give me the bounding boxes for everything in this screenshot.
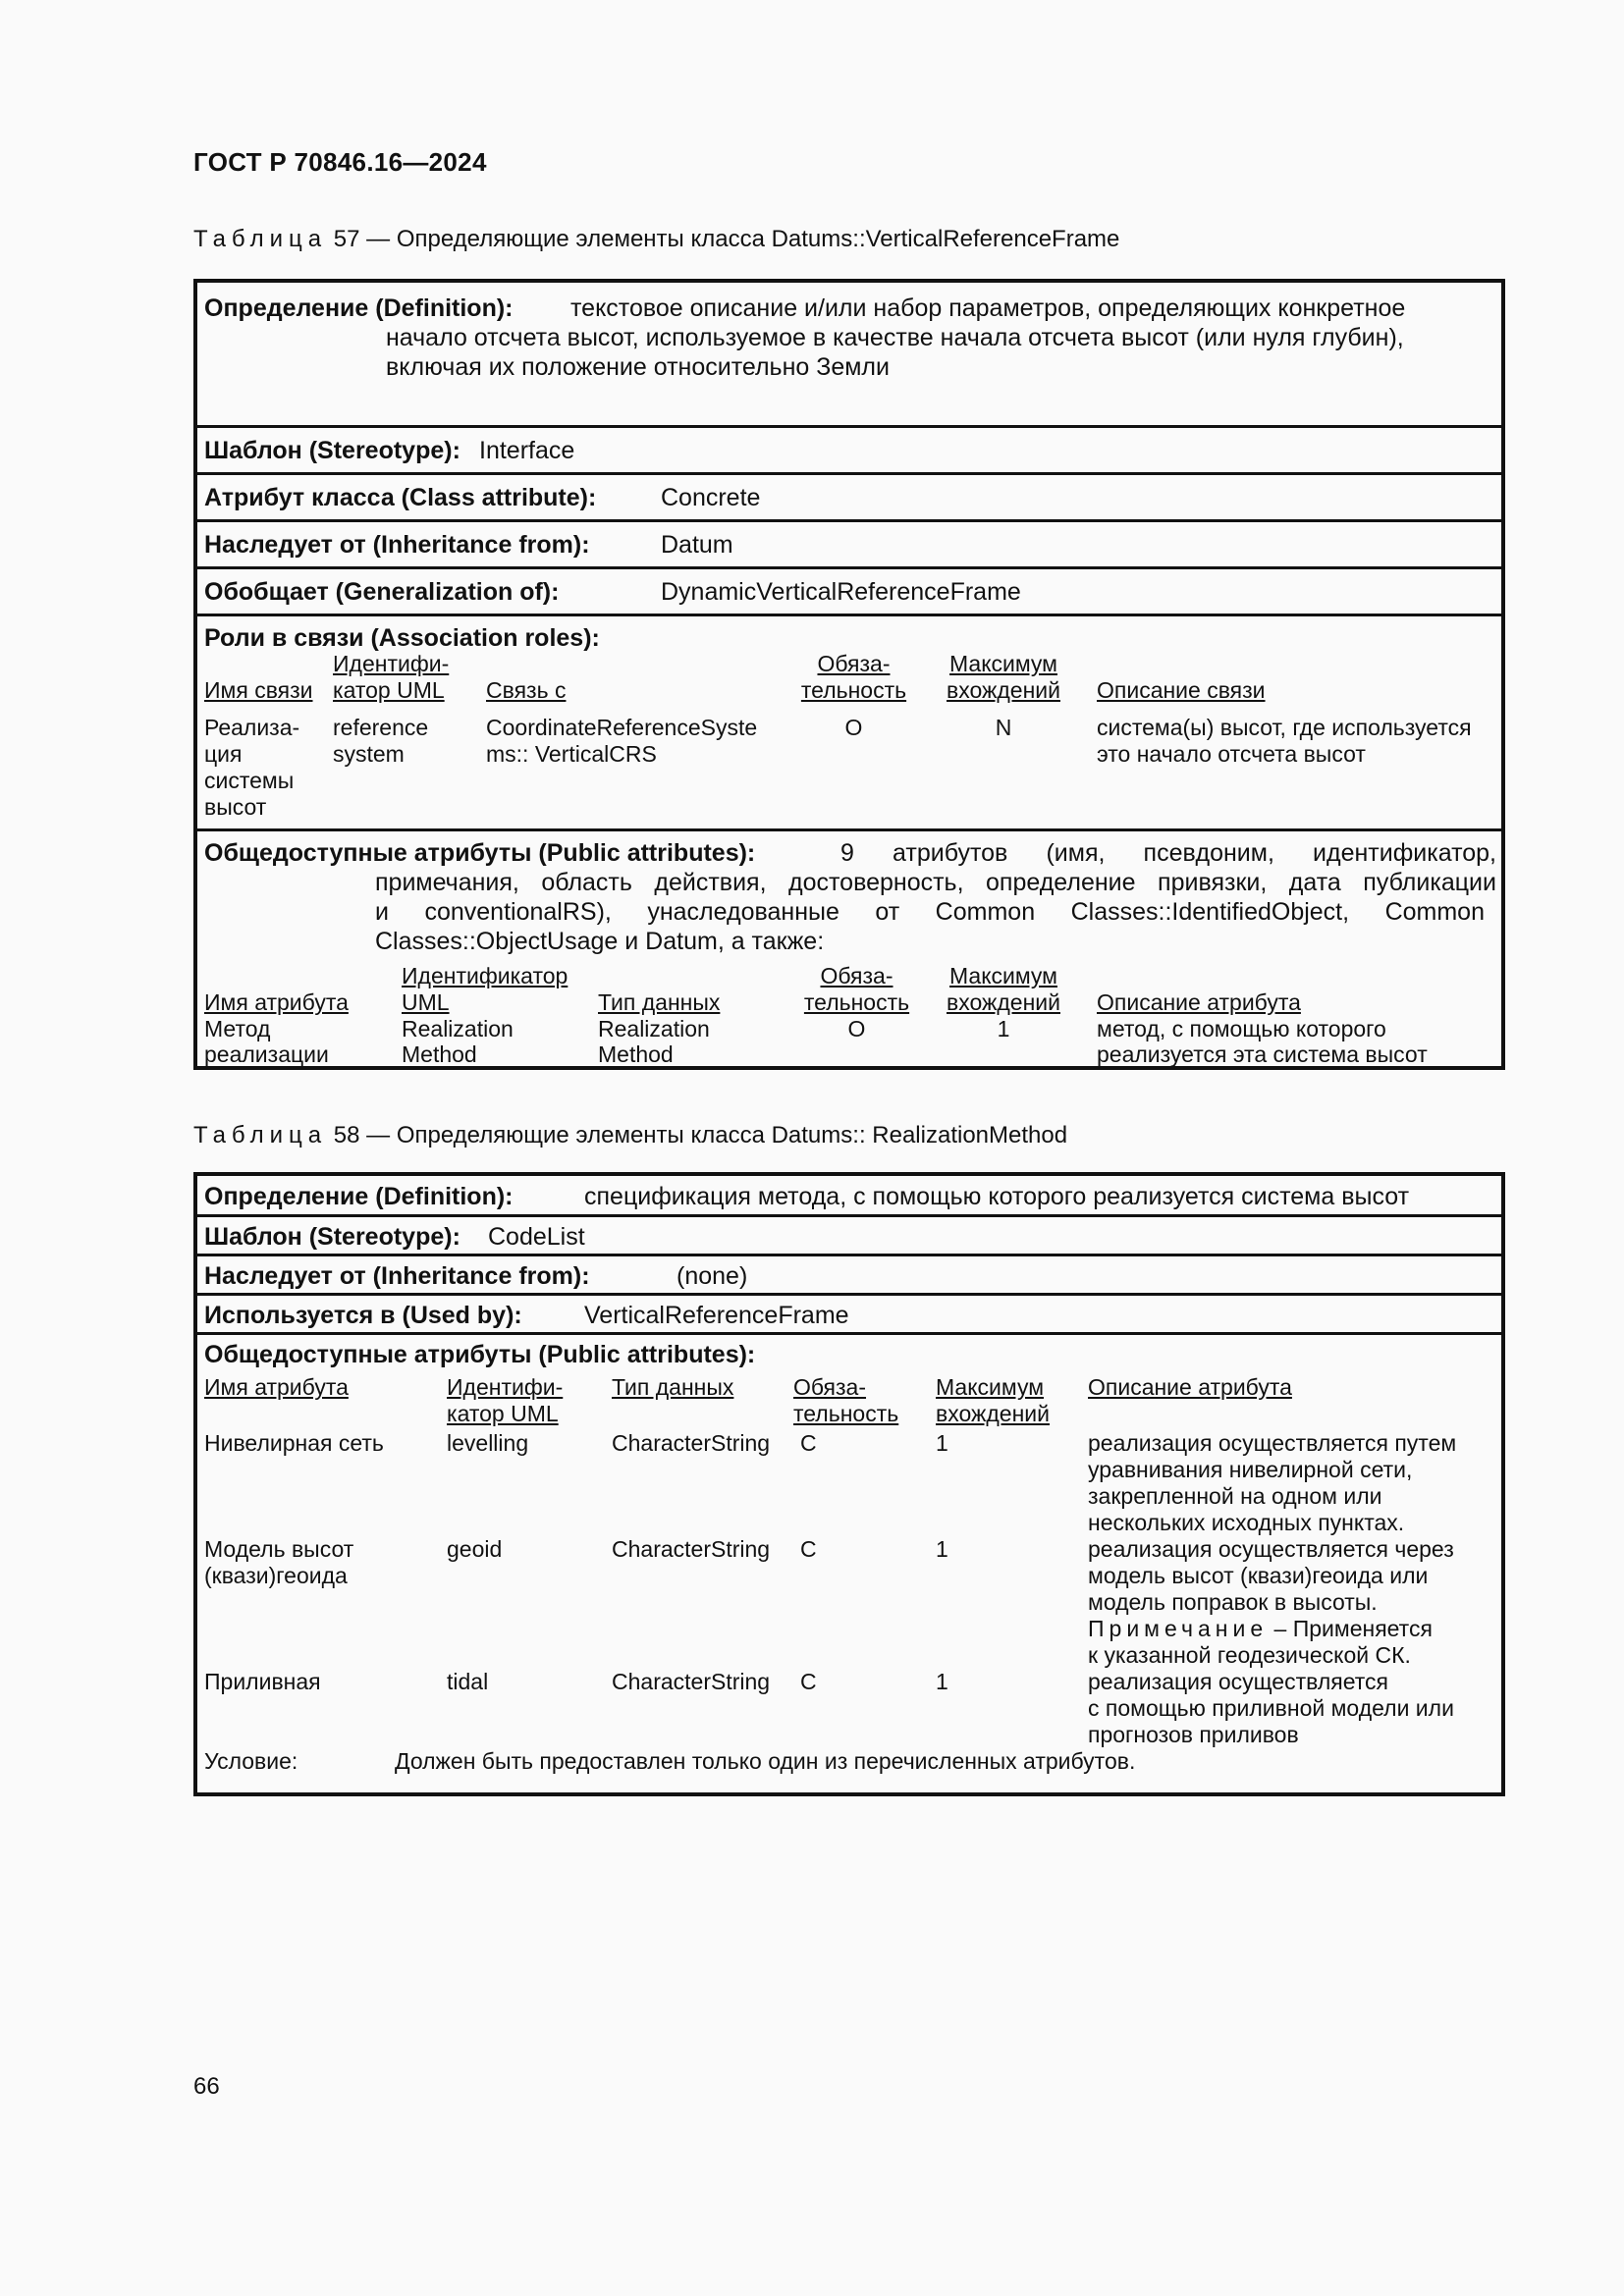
t58-header-oblig-2: тельность [793,1401,899,1426]
t57-role-oblig: O [844,715,863,740]
t57-roles-header-max-2: вхождений [947,677,1060,703]
t57-inherits-row [197,522,1501,569]
t57-role-desc-1: система(ы) высот, где используется [1097,715,1472,740]
t58-row1-desc-1: реализация осуществляется путем [1088,1430,1457,1456]
t58-row2-note-2: к указанной геодезической СК. [1088,1642,1411,1668]
t58-row1-uml: levelling [447,1430,529,1456]
t57-roles-header-oblig-1: Обяза- [817,651,891,676]
t58-header-type: Тип данных [612,1374,734,1400]
t57-public-attributes-row [197,831,1501,1066]
t58-row3-oblig: C [800,1669,817,1694]
t58-row2-note [1088,1616,1433,1642]
t57-inherits-label: Наследует от (Inheritance from): [204,531,590,559]
t57-roles-header-max-1: Максимум [948,651,1057,676]
t57-attr-name-2: реализации [204,1041,329,1067]
t58-row1-oblig: C [800,1430,817,1456]
t58-condition-label: Условие: [204,1748,298,1774]
t58-header-uml-2: катор UML [447,1401,559,1426]
t58-header-max-1: Максимум [936,1374,1045,1400]
t58-stereotype-row [197,1217,1501,1256]
t58-public-attributes-row [197,1335,1501,1792]
t57-role-uml-1: reference [333,715,429,740]
t57-roles-header-link: Связь с [486,677,567,703]
t58-condition-text: Должен быть предоставлен только один из перечисленных атрибутов. [395,1748,1136,1774]
t57-definition-line1: текстовое описание и/или набор параметров, определяющих конкретное [570,294,1406,322]
t58-inherits-row [197,1256,1501,1296]
t58-row2-type: CharacterString [612,1536,771,1562]
t58-stereotype-value: CodeList [488,1223,585,1251]
t57-attr-type-2: Method [598,1041,674,1067]
t58-definition-label: Определение (Definition): [204,1183,514,1210]
table-57-caption-word: Таблица [193,226,328,252]
t58-row3-name: Приливная [204,1669,321,1694]
t58-usedby-row [197,1296,1501,1335]
t57-roles-header-oblig-2: тельность [800,677,907,703]
t57-generalization-row [197,569,1501,616]
t58-row2-oblig: C [800,1536,817,1562]
t57-public-line1: 9 атрибутов (имя, псевдоним, идентификатор, [840,839,1496,867]
t57-public-line3: и conventionalRS), унаследованные от Common Classes::IdentifiedObject, Common [375,898,1485,926]
t58-header-name: Имя атрибута [204,1374,349,1400]
t57-role-uml-2: system [333,741,405,767]
t58-usedby-label: Используется в (Used by): [204,1302,522,1329]
t58-row2-note-rest: – Применяется [1268,1616,1433,1641]
table-58-caption [193,1122,1067,1149]
t57-role-name-3: системы [204,768,295,793]
t57-attr-header-max-1: Максимум [948,963,1057,988]
t58-row2-max: 1 [936,1536,948,1562]
t58-inherits-value: (none) [677,1262,748,1290]
t57-roles-header-name: Имя связи [204,677,313,703]
t57-class-attribute-label: Атрибут класса (Class attribute): [204,484,597,511]
t58-row1-type: CharacterString [612,1430,771,1456]
t57-attr-uml-1: Realization [402,1016,514,1041]
t58-inherits-label: Наследует от (Inheritance from): [204,1262,590,1290]
t57-definition-line2: начало отсчета высот, используемое в качестве начала отсчета высот (или нуля глубин), [386,324,1404,351]
t58-row2-desc-2: модель высот (квази)геоида или [1088,1563,1429,1588]
t57-attr-header-type: Тип данных [598,989,721,1015]
t58-row2-note-word: Примечание [1088,1616,1269,1641]
t57-public-line2: примечания, область действия, достоверность, определение привязки, дата публикации [375,869,1496,896]
t58-row3-max: 1 [936,1669,948,1694]
table-57-caption [193,226,1119,253]
t58-row2-desc-1: реализация осуществляется через [1088,1536,1454,1562]
t57-class-attribute-value: Concrete [661,484,761,511]
t57-definition-line3: включая их положение относительно Земли [386,353,890,381]
t57-attr-header-oblig-1: Обяза- [820,963,893,988]
t58-row3-desc-1: реализация осуществляется [1088,1669,1388,1694]
t57-attr-name-1: Метод [204,1016,271,1041]
t57-definition-row [197,283,1501,428]
t57-generalization-value: DynamicVerticalReferenceFrame [661,578,1021,606]
t57-attr-header-uml-1: Идентификатор [402,963,568,988]
t57-attr-desc-1: метод, с помощью которого [1097,1016,1386,1041]
table-57-caption-text: 57 — Определяющие элементы класса Datums::VerticalReferenceFrame [333,226,1120,252]
t57-role-name-4: высот [204,794,267,820]
t57-role-name-2: ция [204,741,243,767]
table-58 [193,1172,1505,1796]
t58-row2-uml: geoid [447,1536,503,1562]
t58-public-label: Общедоступные атрибуты (Public attributes): [204,1341,756,1368]
t57-roles-label: Роли в связи (Association roles): [204,624,600,652]
table-58-caption-word: Таблица [193,1122,328,1148]
t57-roles-header-desc: Описание связи [1097,677,1266,703]
t58-row1-name: Нивелирная сеть [204,1430,384,1456]
t58-row2-name-2: (квази)геоида [204,1563,348,1588]
page-number: 66 [193,2073,220,2100]
t57-attr-desc-2: реализуется эта система высот [1097,1041,1428,1067]
t58-usedby-value: VerticalReferenceFrame [584,1302,849,1329]
t57-inherits-value: Datum [661,531,733,559]
t57-roles-header-uml-2: катор UML [333,677,445,703]
t57-attr-max: 1 [997,1016,1010,1041]
t58-definition-row [197,1176,1501,1217]
t58-row1-max: 1 [936,1430,948,1456]
t58-definition-text: спецификация метода, с помощью которого реализуется система высот [584,1183,1410,1210]
table-57 [193,279,1505,1070]
t57-stereotype-row [197,428,1501,475]
t57-role-link-2: ms:: VerticalCRS [486,741,657,767]
t58-row3-desc-3: прогнозов приливов [1088,1722,1299,1747]
t57-class-attribute-row [197,475,1501,522]
t58-stereotype-label: Шаблон (Stereotype): [204,1223,460,1251]
t57-public-line4: Classes::ObjectUsage и Datum, а также: [375,928,825,955]
t58-header-uml-1: Идентифи- [447,1374,564,1400]
t58-row2-name-1: Модель высот [204,1536,354,1562]
t58-header-max-2: вхождений [936,1401,1050,1426]
t57-attr-header-oblig-2: тельность [803,989,910,1015]
t57-stereotype-label: Шаблон (Stereotype): [204,437,460,464]
t57-role-name-1: Реализа- [204,715,300,740]
t57-definition-label: Определение (Definition): [204,294,514,322]
t57-attr-header-uml-2: UML [402,989,450,1015]
t58-header-oblig-1: Обяза- [793,1374,867,1400]
t58-row3-desc-2: с помощью приливной модели или [1088,1695,1454,1721]
t58-row1-desc-2: уравнивания нивелирной сети, [1088,1457,1413,1482]
t57-role-max: N [995,715,1012,740]
t57-role-desc-2: это начало отсчета высот [1097,741,1366,767]
t57-attr-uml-2: Method [402,1041,477,1067]
t57-role-link-1: CoordinateReferenceSyste [486,715,758,740]
t57-attr-oblig: O [847,1016,866,1041]
t58-row3-type: CharacterString [612,1669,771,1694]
t58-row1-desc-3: закрепленной на одном или [1088,1483,1382,1509]
table-58-caption-text: 58 — Определяющие элементы класса Datums:: RealizationMethod [333,1122,1068,1148]
t58-row2-desc-3: модель поправок в высоты. [1088,1589,1378,1615]
t57-attr-header-desc: Описание атрибута [1097,989,1301,1015]
t57-public-label: Общедоступные атрибуты (Public attributes): [204,839,756,867]
t57-association-roles-row [197,616,1501,831]
t57-stereotype-value: Interface [479,437,575,464]
t58-row3-uml: tidal [447,1669,489,1694]
t57-attr-header-name: Имя атрибута [204,989,349,1015]
t57-attr-header-max-2: вхождений [947,989,1060,1015]
t58-header-desc: Описание атрибута [1088,1374,1292,1400]
t57-roles-header-uml-1: Идентифи- [333,651,450,676]
t57-attr-type-1: Realization [598,1016,710,1041]
t57-generalization-label: Обобщает (Generalization of): [204,578,560,606]
t58-row1-desc-4: нескольких исходных пунктах. [1088,1510,1405,1535]
document-standard-number: ГОСТ Р 70846.16—2024 [193,147,487,177]
